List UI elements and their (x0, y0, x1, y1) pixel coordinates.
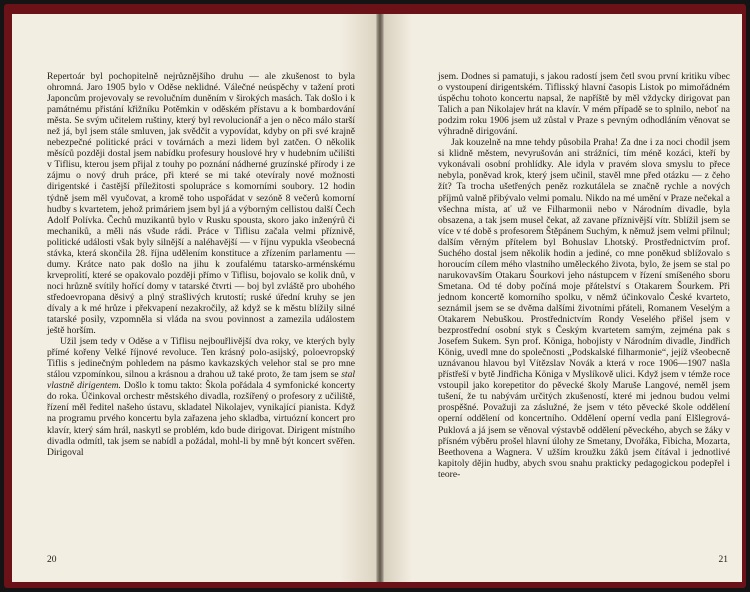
right-page (383, 14, 742, 582)
paragraph-text: Repertoár byl pochopitelně nejrůznějšího druhu — ale zkušenost to byla ohromná. Jaro 1905 bylo v Oděse neklidné. Válečné neúspěchy v tažení proti Japoncům projevovaly se revolučním duněním v širokých masách. Tak došlo i k památnému přistání křižníku Potěmkin v oděském přístavu a k bombardování města. Se svým učitelem ruštiny, který byl revolucionář a jen o něco málo starší než já, byl jsem stále smluven, jak svědčit a vypovídat, kdyby on při své krajně nebezpečné politické práci v továrnách a mezi lidem byl zatčen. O několik měsíců později dostal jsem nabídku profesury houslové hry v hudebním učilišti v Tiflisu, kterou jsem přijal z touhy po poznání nádherné gruzínské přírody i ze zájmu o nový druh práce, při které se mi také otevíraly nové možnosti dirigentské i častější příležitosti spolupráce s komorními soubory. 12 hodin týdně jsem měl vyučovat, a kromě toho uspořádat v sezóně 8 večerů komorní hudby s kvartetem, jehož primáriem jsem byl já a výborným cellistou další Čech Adolf Polívka. Čechů muzikantů bylo v Rusku spousta, skoro jako inženýrů či mechaniků, a měli nás všude rádi. Práce v Tiflisu začala velmi příznivě, politické události však byly silnější a naléhavější — v říjnu vypukla všeobecná stávka, která skončila 28. října udělením konstituce a zřízením parlamentu — dumy. Krátce nato pak došlo na jihu k zoufalému tatarsko-arménskému krveprolití, které se opakovalo později přímo v Tiflisu, bojovalo se kolik dnů, v noci hrůzně svítily hořící domy v tatarské čtvrti — boj byl zvláště pro ubohého středoevropana děsivý a plný strašlivých krutostí; ruské úřední kruhy se jen dívaly a k mé hrůze i překvapení nezakročily, až když se k městu blížily silné tatarské posily, vzpomněla si vláda na svou povinnost a zamezila událostem ještě horším. (47, 71, 355, 337)
paragraph: Jak kouzelně na mne tehdy působila Praha! Za dne i za noci chodil jsem si klidně městem, nevyrušován ani strážníci, tím méně kozáci, kteří by vykonávali osobní prohlídky. Ale idyla v pravém slova smyslu to přece nebyla, poněvad krok, který jsem učinil, stavěl mne před otázku — z čeho žít? Ta trocha ušetřených peněz rozkutálela se značně rychle a nových příjmů valně přibývalo velmi pomalu. Nikdo na mé umění v Praze nečekal a všechna místa, ať už ve Filharmonii nebo v Národním divadle, byla obsazena, a tak jsem musel čekat, až zavane příznivější vítr. Sblížil jsem se více v té době s profesorem Štěpánem Suchým, k němuž jsem velmi přilnul; dalším věrným přítelem byl Bohuslav Lhotský. Prostřednictvím prof. Suchého dostal jsem několik hodin a jediné, co mne poněkud sblížovalo s horoucím cílem mého vlastního uměleckého života, bylo, že jsem se stal po narukovavším Otakaru Šourkovi jeho nástupcem v řízení smíšeného sboru Smetana. Od té doby počíná moje přátelství s Otakarem Šourkem. Při jednom koncertě komorního spolku, v němž účinkovalo České kvarteto, seznámil jsem se se dvěma dalšími životními přáteli, Romanem Veselým a Otakarem Nebuškou. Prostřednictvím Rondy Veselého přišel jsem v bezprostřední osobní styk s Českým kvartetem samým, zejména pak s Josefem Sukem. Syn prof. Königa, hobojisty v Národním divadle, Jindřich König, uvedl mne do společnosti „Podskalské filharmonie“, jejíž všeobecně uznávanou hlavou byl Vítězslav Novák a která v roce 1906—1907 našla přístřeší v bytě Jindřicha Königa v Myslíkově ulici. Když jsem v témže roce vstoupil jako korepetitor do pěvecké školy Maruše Langové, neměl jsem tušení, že tu nabývám určitých zkušeností, které mi jednou budou velmi prospěšné. Považuji za záslužné, že jsem v této pěvecké škole oddělení operní oddělení od koncertního. Oddělení operní vedla paní Elšlegrová-Puklová a já jsem se věnoval výstavbě oddělení pěveckého, abych se žáky v přísném výběru prošel hlavní úlohy ze Smetany, Dvořáka, Fibicha, Mozarta, Beethovena a Wagnera. V užším kroužku žáků jsem čítával i jednotlivé kapitoly dějin hudby, abych svou snahu prakticky pedagogickou podepřel i teore- (438, 137, 730, 480)
paragraph: jsem. Dodnes si pamatuji, s jakou radostí jsem četl svou první kritiku víbec o vystoupení dirigentském. Tiflisský hlavní časopis Listok po mimořádném úspěchu tohoto koncertu napsal, že napříště by měl vždycky dirigovat pan Talich a pan Nikolajev hrát na klavír. V mém případě se to splnilo, neboť na podzim roku 1906 jsem už zůstal v Praze s pevným odhodláním věnovat se výhradně dirigování. (438, 71, 730, 138)
paragraph-text: Došlo k tomu takto: Škola pořádala 4 symfonické koncerty do roka. Účinkoval orchestr městského divadla, rozšířený o profesory z učiliště, řízení měl ředitel našeho ústavu, skladatel Nikolajev, vynikající pianista. Když na programu prvého koncertu byla zařazena jeho skladba, virtuózní koncert pro klavír, který sám hrál, naskytl se problém, kdo bude dirigovat. Dirigent místního divadla odmítl, tak jsem se nabídl a požádal, mohl-li by mně být koncert svěřen. Dirigoval (47, 380, 355, 458)
emphasized-text: stal vlastně dirigentem. (47, 369, 355, 392)
left-page (12, 14, 377, 582)
page-number-right: 21 (718, 555, 728, 565)
paragraph (47, 336, 355, 458)
paragraph-text: Užil jsem tedy v Oděse a v Tiflisu nejbouřlivější dva roky, ve kterých byly přímé kořeny Velké říjnové revoluce. Ten krásný polo-asijský, poloevropský Tiflis s jedinečným pohledem na pásmo kavkazských velehor stal se pro mne stálou vzpomínkou, silnou a krásnou a drahou už také proto, že tam jsem se (47, 336, 355, 381)
paragraph (47, 71, 355, 336)
right-page-text (438, 71, 730, 480)
page-number-left: 20 (47, 555, 57, 565)
left-page-text (47, 71, 355, 458)
